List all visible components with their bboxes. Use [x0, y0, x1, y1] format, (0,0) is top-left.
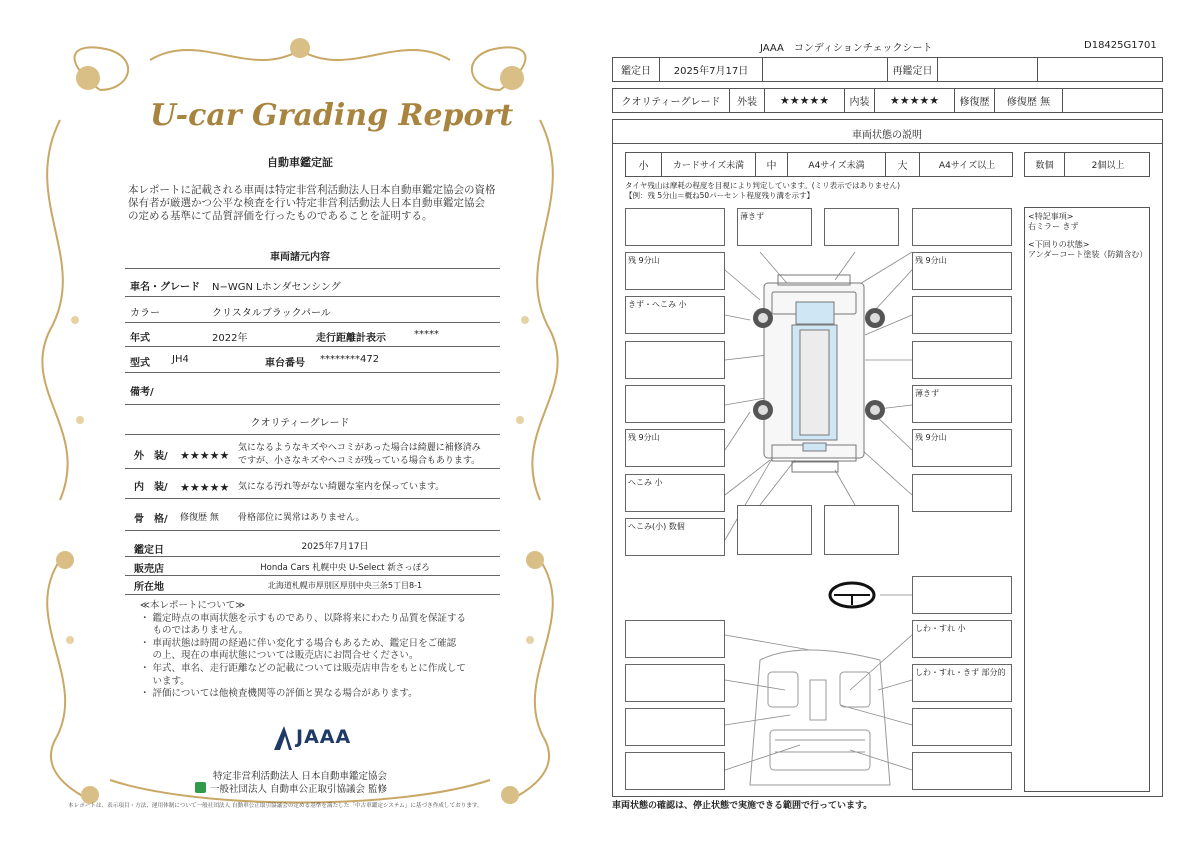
- interior-desc: 気になる汚れ等がない綺麗な室内を保っています。: [238, 482, 445, 492]
- name-value: N−WGN Lホンダセンシング: [212, 282, 341, 293]
- condition-box: [737, 208, 812, 246]
- dealer-label: 販売店: [134, 564, 164, 575]
- condition-box: [912, 385, 1012, 423]
- box-note: へこみ 小: [628, 478, 663, 487]
- condition-box: [625, 620, 725, 658]
- specs-heading: 車両諸元内容: [270, 252, 330, 263]
- dealer-value: Honda Cars 札幌中央 U-Select 新さっぽろ: [260, 563, 430, 573]
- org-mark-icon: [195, 782, 206, 793]
- special-notes: 右ミラー きず: [1028, 222, 1079, 231]
- box-note: 残 9分山: [915, 433, 947, 442]
- notice-line: ・ 鑑定時点の車両状態を示すものであり、以降将来にわたり品質を保証する: [140, 612, 467, 624]
- frame-desc: 骨格部位に異常はありません。: [238, 513, 365, 523]
- intro-line: 保有者が厳選かつ公平な検査を行い特定非営利活動法人日本自動車鑑定協会: [128, 197, 485, 209]
- notice-line: ものではありません。: [140, 625, 249, 637]
- reappraisal-label: 再鑑定日: [888, 58, 938, 81]
- quality-heading: クオリティーグレード: [250, 418, 350, 429]
- mileage-value: *****: [414, 329, 439, 340]
- intro-text: [128, 184, 496, 223]
- frame-repair: 修復歴 無: [180, 513, 219, 523]
- count-label: 数個: [1025, 153, 1065, 176]
- appraisal-date-label: 鑑定日: [613, 58, 660, 81]
- notice-line: の上、現在の車両状態については販売店にお問合せください。: [140, 650, 419, 662]
- condition-box: [912, 208, 1012, 246]
- exterior-stars: ★★★★★: [765, 89, 845, 112]
- color-label: カラー: [130, 308, 160, 319]
- size-large-label: 大: [886, 153, 920, 176]
- under-notes-heading: <下回りの状態>: [1028, 240, 1090, 249]
- box-note: 薄きず: [740, 212, 764, 221]
- condition-box: [625, 708, 725, 746]
- condition-box: [824, 505, 899, 555]
- condition-box: [625, 429, 725, 467]
- count-desc: 2個以上: [1091, 161, 1125, 171]
- interior-label: 内 装/: [134, 482, 168, 493]
- name-label: 車名・グレード: [130, 282, 200, 293]
- address-label: 所在地: [134, 582, 164, 593]
- condition-box: [737, 505, 812, 555]
- tire-note-1: タイヤ残山は摩耗の程度を目視により判定しています。(ミリ表示ではありません): [625, 181, 901, 190]
- repair-label: 修復歴: [955, 89, 995, 112]
- exterior-label: 外 装/: [134, 451, 168, 462]
- condition-box: [912, 664, 1012, 702]
- org-name-2: 一般社団法人 自動車公正取引協議会 監修: [210, 784, 388, 795]
- model-value: JH4: [172, 354, 189, 365]
- box-note: 薄きず: [915, 389, 939, 398]
- appraisal-date-value: 2025年7月17日: [660, 58, 763, 81]
- year-label: 年式: [130, 333, 150, 344]
- notice-line: います。: [140, 675, 190, 687]
- tire-note-2: 【例：残 5分山＝概ね50パーセント程度残り溝を示す】: [625, 191, 815, 200]
- certificate-footnote: 本レポートは、表示項目・方法、運用体制について一般社団法人 自動車公正取引協議会の定める基準を満たした「中古車鑑定システム」に基づき作成しております。: [68, 803, 483, 809]
- condition-box: [625, 341, 725, 379]
- under-notes: アンダーコート塗装（防錆含む）: [1028, 250, 1148, 259]
- repair-value: 修復歴 無: [995, 89, 1063, 112]
- date-value: 2025年7月17日: [301, 542, 369, 552]
- condition-box: [625, 296, 725, 334]
- intro-line: の定める基準にて品質評価を行ったものであることを証明する。: [128, 210, 433, 222]
- box-note: きず・へこみ 小: [628, 300, 687, 309]
- condition-sheet: [600, 0, 1200, 848]
- condition-box: [912, 576, 1012, 614]
- sheet-footer: 車両状態の確認は、停止状態で実施できる範囲で行っています。: [612, 801, 873, 811]
- sheet-title: JAAA コンディションチェックシート: [760, 43, 933, 54]
- condition-box: [912, 341, 1012, 379]
- size-mid-label: 中: [756, 153, 788, 176]
- exterior-stars: ★★★★★: [180, 449, 230, 462]
- interior-label: 内装: [845, 89, 875, 112]
- condition-box: [625, 385, 725, 423]
- chassis-label: 車台番号: [265, 358, 305, 369]
- remarks-label: 備考/: [130, 387, 154, 398]
- org-name-1: 特定非営利活動法人 日本自動車鑑定協会: [212, 771, 388, 782]
- quality-label: クオリティーグレード: [613, 89, 730, 112]
- condition-box: [625, 252, 725, 290]
- mileage-label: 走行距離計表示: [316, 333, 386, 344]
- condition-box: [912, 252, 1012, 290]
- interior-stars: ★★★★★: [875, 89, 955, 112]
- condition-box: [912, 429, 1012, 467]
- condition-box: [912, 752, 1012, 790]
- notice-line: ・ 年式、車名、走行距離などの記載については販売店申告をもとに作成して: [140, 662, 466, 674]
- condition-box: [912, 708, 1012, 746]
- size-mid-desc: A4サイズ未満: [788, 153, 886, 176]
- notice-line: ・ 車両状態は時間の経過に伴い変化する場合もあるため、鑑定日をご確認: [140, 637, 457, 649]
- condition-box: [824, 208, 899, 246]
- year-value: 2022年: [212, 333, 248, 344]
- size-small-desc: カードサイズ未満: [662, 153, 756, 176]
- jaaa-logo-mark: [272, 724, 294, 752]
- jaaa-logo-text: JAAA: [296, 726, 352, 748]
- box-note: 残 9分山: [628, 256, 660, 265]
- address-value: 北海道札幌市厚別区厚別中央三条5丁目8-1: [267, 581, 423, 590]
- brand-title: U-car Grading Report: [150, 98, 514, 133]
- chassis-value: ********472: [320, 354, 380, 365]
- model-label: 型式: [130, 358, 150, 369]
- interior-stars: ★★★★★: [180, 481, 230, 494]
- notices: [140, 600, 466, 701]
- condition-box: [625, 474, 725, 512]
- box-note: 残 9分山: [915, 256, 947, 265]
- frame-label: 骨 格/: [134, 514, 168, 525]
- jaaa-logo: [272, 722, 362, 754]
- exterior-desc: ですが、小さなキズやヘコミが残っている場合もあります。: [238, 456, 481, 466]
- notice-line: ・ 評価については他検査機関等の評価と異なる場合があります。: [140, 688, 418, 700]
- condition-box: [625, 208, 725, 246]
- condition-box: [625, 664, 725, 702]
- condition-box: [912, 474, 1012, 512]
- certificate-subtitle: 自動車鑑定証: [267, 156, 333, 169]
- notice-heading: ≪本レポートについて≫: [140, 600, 246, 611]
- state-heading: 車両状態の説明: [852, 130, 922, 141]
- special-notes-heading: <特記事項>: [1028, 212, 1074, 221]
- intro-line: 本レポートに記載される車両は特定非営利活動法人日本自動車鑑定協会の資格: [128, 184, 496, 196]
- condition-box: [912, 296, 1012, 334]
- box-note: へこみ(小) 数個: [628, 522, 685, 531]
- condition-box: [625, 518, 725, 556]
- color-value: クリスタルブラックパール: [212, 308, 331, 319]
- date-label: 鑑定日: [134, 545, 164, 556]
- condition-box: [912, 620, 1012, 658]
- box-note: 残 9分山: [628, 433, 660, 442]
- box-note: しわ・すれ・きず 部分的: [915, 668, 1006, 677]
- box-note: しわ・すれ 小: [915, 624, 966, 633]
- condition-box: [625, 752, 725, 790]
- exterior-label: 外装: [730, 89, 765, 112]
- size-small-label: 小: [626, 153, 662, 176]
- sheet-id: D18425G1701: [1084, 40, 1157, 51]
- size-large-desc: A4サイズ以上: [938, 161, 996, 171]
- exterior-desc: 気になるようなキズやヘコミがあった場合は綺麗に補修済み: [238, 443, 481, 453]
